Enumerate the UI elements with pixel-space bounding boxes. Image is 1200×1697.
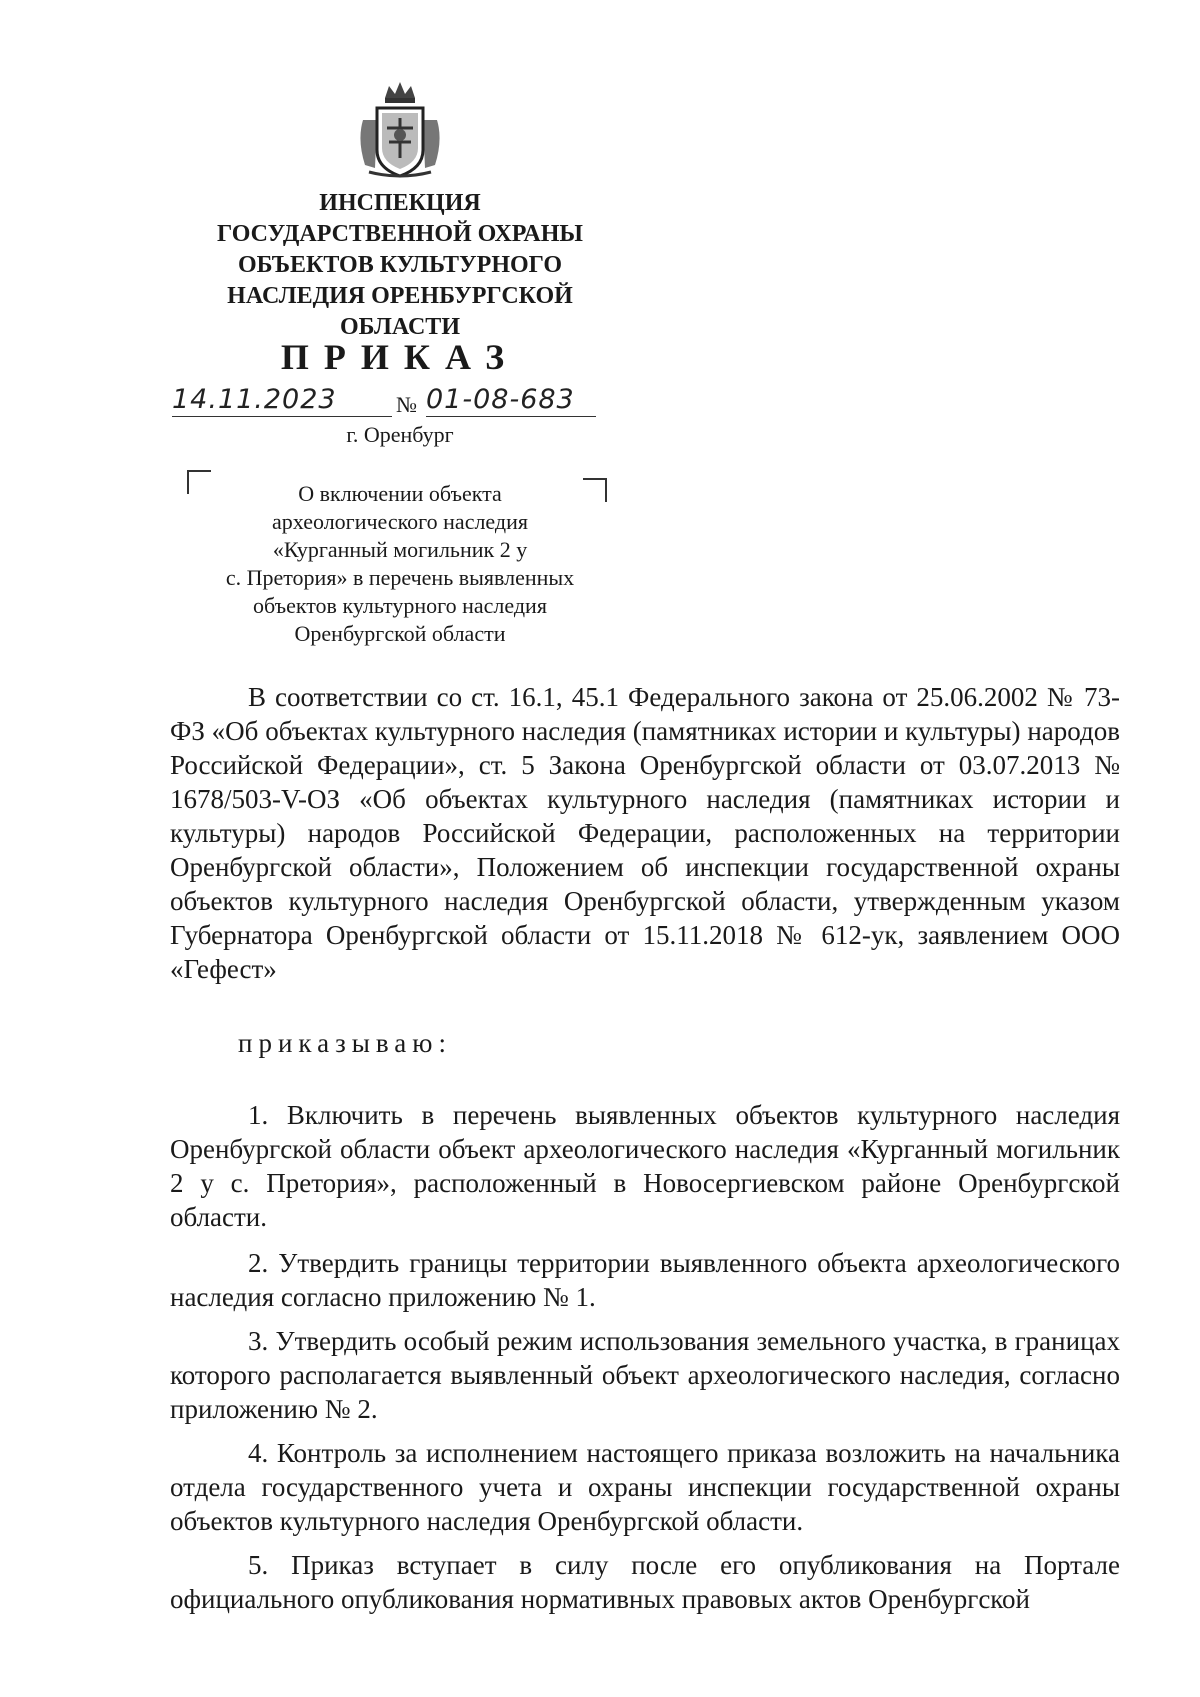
organization-name (180, 188, 620, 343)
number-sign: № (396, 392, 417, 417)
order-date: 14.11.2023 (172, 384, 392, 417)
org-line: ОБЛАСТИ (340, 314, 460, 340)
order-subject (190, 480, 610, 648)
subject-line: О включении объекта (298, 481, 502, 506)
date-number-line (168, 384, 598, 420)
city-name: г. Оренбург (346, 422, 454, 447)
coat-of-arms-icon (355, 80, 445, 180)
subject-line: с. Претория» в перечень выявленных (225, 565, 575, 590)
order-word: приказываю: (238, 1028, 452, 1058)
order-item: 3. Утвердить особый режим использования земельного участка, в границах которого располагается выявленный объект археологического наследия, согласно приложению № 2. (170, 1326, 1120, 1424)
order-item: 4. Контроль за исполнением настоящего приказа возложить на начальника отдела государственного учета и охраны инспекции государственной охраны объектов культурного наследия Оренбургской области. (170, 1438, 1120, 1536)
order-number: 01-08-683 (426, 384, 596, 417)
order-item: 1. Включить в перечень выявленных объектов культурного наследия Оренбургской области объект археологического наследия «Курганный могильник 2 у с. Претория», расположенный в Новосергиевском районе Оренбургской области. (170, 1100, 1120, 1232)
org-line: ГОСУДАРСТВЕННОЙ ОХРАНЫ (217, 221, 583, 247)
org-line: ИНСПЕКЦИЯ (319, 190, 481, 216)
org-line: НАСЛЕДИЯ ОРЕНБУРГСКОЙ (227, 283, 573, 309)
subject-line: объектов культурного наследия (253, 593, 547, 618)
order-item: 2. Утвердить границы территории выявленного объекта археологического наследия согласно приложению № 1. (170, 1248, 1120, 1312)
document-type-title: ПРИКАЗ (280, 337, 520, 377)
order-body (170, 680, 1120, 1626)
subject-line: археологического наследия (272, 509, 528, 534)
order-item: 5. Приказ вступает в силу после его опубликования на Портале официального опубликования нормативных правовых актов Оренбургской (170, 1550, 1120, 1614)
preamble-paragraph: В соответствии со ст. 16.1, 45.1 Федерального закона от 25.06.2002 № 73-ФЗ «Об объектах культурного наследия (памятниках истории и культуры) народов Российской Федерации», ст. 5 Закона Оренбургской области от 03.07.2013 № 1678/503-V-ОЗ «Об объектах культурного наследия (памятниках истории и культуры) народов Российской Федерации, расположенных на территории Оренбургской области», Положением об инспекции государственной охраны объектов культурного наследия Оренбургской области, утвержденным указом Губернатора Оренбургской области от 15.11.2018 № 612-ук, заявлением ООО «Гефест» (170, 682, 1120, 984)
subject-line: «Курганный могильник 2 у (272, 537, 528, 562)
subject-line: Оренбургской области (294, 621, 506, 646)
org-line: ОБЪЕКТОВ КУЛЬТУРНОГО (237, 252, 563, 278)
